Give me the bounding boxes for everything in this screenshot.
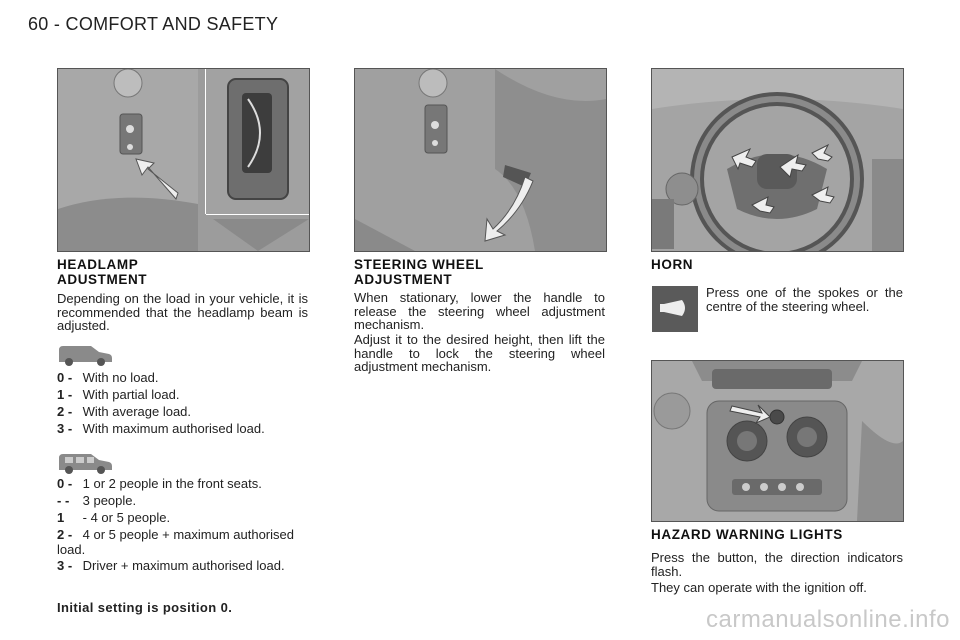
van-icon [57,342,113,368]
list-item [57,476,308,491]
headlamp-heading [57,257,147,287]
horn-text: Press one of the spokes or the centre of the steering wheel. [706,285,903,314]
list-item-key: - - [57,493,70,508]
list-item [57,370,308,385]
list-item-text: 1 or 2 people in the front seats. [82,476,262,491]
list-item [57,527,308,557]
list-item-text: Driver + maximum authorised load. [82,558,285,573]
headlamp-heading-line2: ADUSTMENT [57,272,148,287]
headlamp-dial-illustration [58,69,309,251]
list-item-key: 1 - [57,387,73,402]
list-item-text: 3 people. [82,493,137,508]
list-item-text: With no load. [82,370,159,385]
list-item-key: 0 - [57,476,73,491]
list-item-text: With partial load. [82,387,180,402]
steering-heading-line1: STEERING WHEEL [354,257,484,272]
headlamp-intro: Depending on the load in your vehicle, it is recommended that the headlamp beam is adjusted. [57,291,308,333]
list-item [57,387,308,402]
hazard-heading: HAZARD WARNING LIGHTS [651,527,843,542]
list-item-key: 2 - [57,404,73,419]
list-item-text: 4 or 5 people + maximum authorised load. [57,527,294,557]
horn-figure [651,68,904,252]
list-item-text: - 4 or 5 people. [82,510,171,525]
list-item [57,510,308,525]
horn-heading: HORN [651,257,694,272]
list-item [57,493,308,508]
hazard-warning-figure [651,360,904,522]
list-item-key: 2 - [57,527,73,542]
mpv-icon [57,450,113,476]
steering-handle-illustration [355,69,606,251]
list-item-key: 1 [57,510,65,525]
list-item-text: With average load. [82,404,192,419]
hazard-paragraph-2: They can operate with the ignition off. [651,580,867,595]
headlamp-adjustment-figure [57,68,310,252]
hazard-paragraph-1: Press the button, the direction indicators flash. [651,550,903,579]
steering-wheel-adjustment-figure [354,68,607,252]
steering-paragraph-2: Adjust it to the desired height, then lift the handle to lock the steering wheel adjustment mechanism. [354,332,605,374]
list-item [57,421,308,436]
list-item-key: 3 - [57,558,73,573]
horn-icon [652,286,698,332]
page-title: 60 - COMFORT AND SAFETY [28,14,279,34]
initial-setting-note: Initial setting is position 0. [57,600,233,615]
list-item [57,404,308,419]
steering-heading-line2: ADJUSTMENT [354,272,453,287]
list-item-key: 0 - [57,370,73,385]
dashboard-illustration [652,361,903,521]
steering-wheel-illustration [652,69,903,251]
list-item-key: 3 - [57,421,73,436]
list-item-text: With maximum authorised load. [82,421,265,436]
watermark: carmanualsonline.info [706,606,950,633]
list-item [57,558,308,573]
steering-heading [354,257,484,287]
headlamp-heading-line1: HEADLAMP [57,257,139,272]
steering-paragraph-1: When stationary, lower the handle to release the steering wheel adjustment mechanism. [354,290,605,332]
